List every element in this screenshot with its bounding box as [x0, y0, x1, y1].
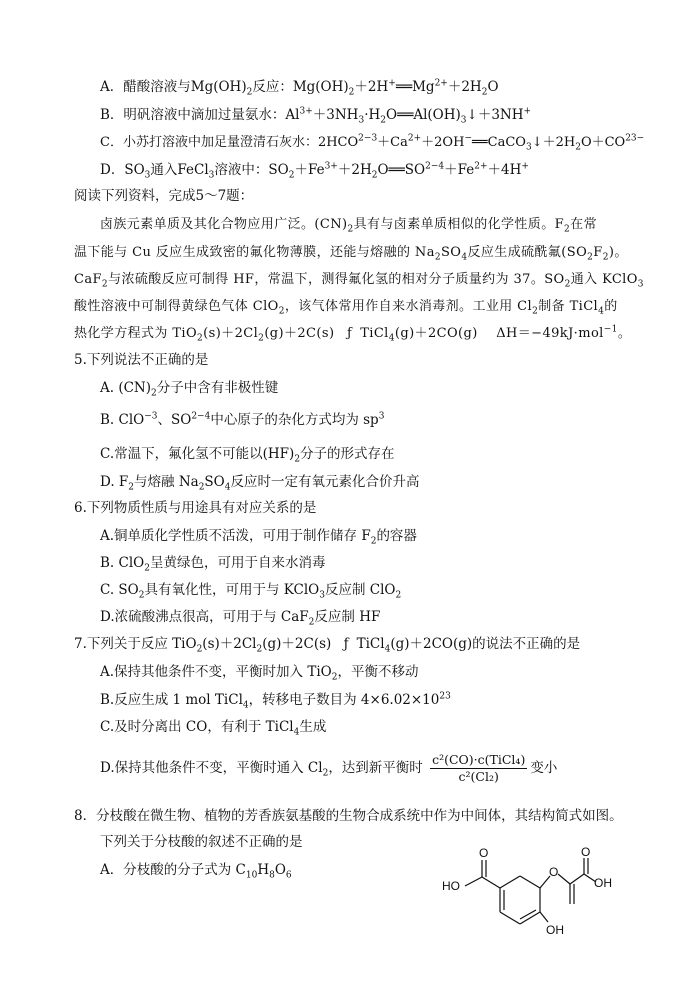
q5-stem: 5.下列说法不正确的是	[74, 352, 209, 368]
q4-option-b: B．明矾溶液中滴加过量氨水：$Al^{3+}+3NH_3\cdot H_2O══Al(OH)_3↓+3NH^+$	[100, 106, 532, 126]
q8-substem: 下列关于分枝酸的叙述不正确的是	[100, 834, 303, 850]
q7-stem: 7.下列关于反应 $TiO_2(s)+2Cl_2(g)+2C(s)$ ƒ TiCl$_4$(g)＋2CO(g)的说法不正确的是	[74, 636, 581, 655]
q7-option-b: B.反应生成 1 mol TiCl$_4$，转移电子数目为 $4\times 6.02\times 10^{23}$	[100, 691, 451, 711]
q7-option-c: C.及时分离出 CO，有利于 TiCl$_4$生成	[100, 719, 327, 738]
q5-option-d: D. $F_2$与熔融 $Na_2SO_4$反应时一定有氧元素化合价升高	[100, 474, 420, 493]
passage-line-3: CaF$_2$与浓硫酸反应可制得 HF，常温下，测得氟化氢的相对分子质量约为 37。$SO_2$通入 KClO$_3$	[74, 272, 644, 290]
passage-line-2: 温下能与 Cu 反应生成致密的氟化物薄膜，还能与熔融的 $Na_2SO_4$反应生成硫酰氟$(SO_2F_2)$。	[74, 245, 628, 263]
q4-option-a: A．醋酸溶液与$Mg(OH)_2$反应：$Mg(OH)_2+2H^+══Mg^{2+}+2H_2O$	[100, 78, 499, 98]
q8-stem: 8．分枝酸在微生物、植物的芳香族氨基酸的生物合成系统中作为中间体，其结构简式如图。	[74, 808, 623, 824]
q5-option-b: B. ClO$^{-3}$、$SO^{2-4}$中心原子的杂化方式均为 $sp^3$	[100, 411, 385, 428]
q8-option-a: A．分枝酸的分子式为 $C_{10}H_8O_6$	[100, 862, 292, 881]
struct-oh-bottom-label: OH	[546, 923, 564, 937]
struct-o-label-2: O	[581, 846, 591, 859]
struct-o-label-1: O	[479, 846, 489, 860]
struct-ho-label: HO	[442, 879, 460, 893]
q4-option-d: D．$SO_3$通入FeCl$_3$溶液中：$SO_2+Fe^{3+}+2H_2O══SO^{2-4}+Fe^{2+}+4H^+$	[100, 161, 529, 181]
q5-option-a: A. $(CN)_2$分子中含有非极性键	[100, 380, 279, 399]
fraction-numerator: c²(CO)·c(TiCl₄)	[432, 752, 526, 767]
chorismic-acid-structure	[438, 846, 618, 966]
struct-ether-o-label: O	[549, 865, 559, 879]
fraction-denominator: c²(Cl₂)	[458, 769, 499, 784]
passage-line-4: 酸性溶液中可制得黄绿色气体 ClO$_2$，该气体常用作自来水消毒剂。工业用 $Cl_2$制备 TiCl$_4$的	[74, 299, 618, 317]
q6-option-a: A.铜单质化学性质不活泼，可用于制作储存 $F_2$的容器	[100, 528, 417, 547]
reading-intro: 阅读下列资料，完成5～7题：	[74, 188, 254, 204]
q6-option-c: C. $SO_2$具有氧化性，可用于与 KClO$_3$反应制 ClO$_2$	[100, 582, 402, 601]
q4-option-c: C．小苏打溶液中加足量澄清石灰水：$2HCO^{2-3}+Ca^{2+}+2OH^-══CaCO_3↓+2H_2O+CO^{23-}$	[100, 133, 645, 153]
struct-oh-label: OH	[594, 876, 612, 890]
q6-option-b: B. ClO$_2$呈黄绿色，可用于自来水消毒	[100, 555, 326, 574]
q7-option-a: A.保持其他条件不变，平衡时加入 TiO$_2$，平衡不移动	[100, 664, 419, 683]
equilibrium-fraction	[430, 752, 527, 785]
q6-option-d: D.浓硫酸沸点很高，可用于与 CaF$_2$反应制 HF	[100, 609, 381, 628]
passage-line-5: 热化学方程式为 $TiO_2(s)+2Cl_2(g)+2C(s)$ ƒ TiCl$_4$(g)＋2CO(g) ΔH＝−49kJ·mol$^{-1}$。	[74, 324, 632, 344]
q6-stem: 6.下列物质性质与用途具有对应关系的是	[74, 500, 317, 516]
q5-option-c: C.常温下，氟化氢不可能以$(HF)_2$分子的形式存在	[100, 446, 395, 465]
passage-line-1: 卤族元素单质及其化合物应用广泛。$(CN)_2$具有与卤素单质相似的化学性质。$F_2$在常	[100, 217, 597, 235]
q7-option-d: D.保持其他条件不变，平衡时通入 $Cl_2$，达到新平衡时 $\frac{\text{c²(CO)·c(TiCl₄)}}{\text{c²(Cl₂)}}$ 变小	[100, 752, 558, 784]
